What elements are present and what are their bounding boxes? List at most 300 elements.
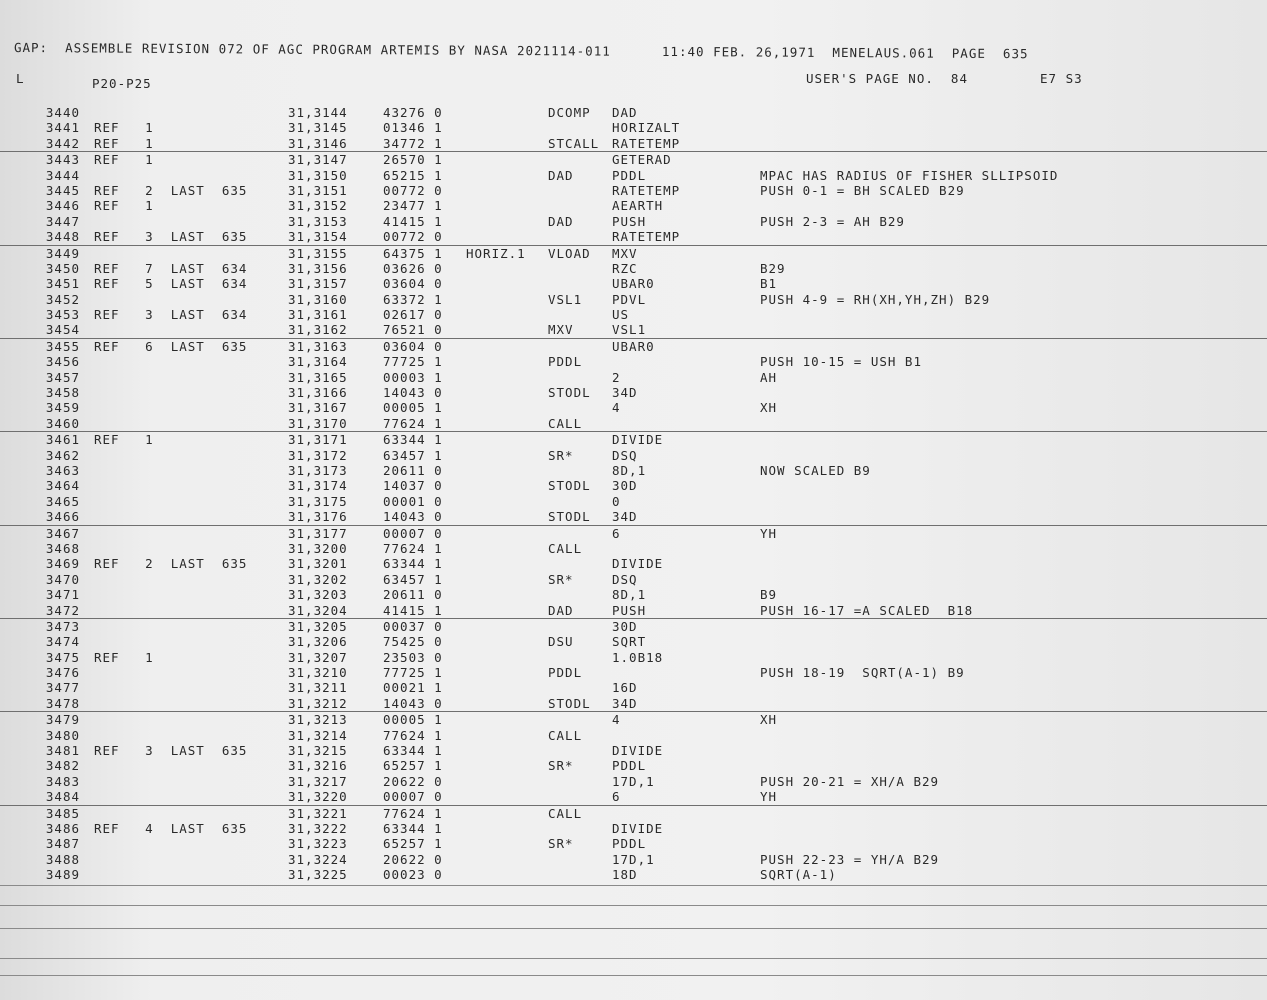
ref-field: REF 1 <box>94 152 154 168</box>
operand: VSL1 <box>612 322 647 338</box>
line-number: 3479 <box>45 712 80 728</box>
opcode: STODL <box>548 509 591 525</box>
operand: 16D <box>612 680 638 696</box>
octal-word: 34772 1 <box>383 135 443 151</box>
listing-row <box>0 805 1267 821</box>
operand: MXV <box>612 245 638 261</box>
line-number: 3447 <box>45 213 80 229</box>
octal-word: 00772 0 <box>383 229 443 245</box>
line-number: 3453 <box>45 307 80 323</box>
listing-row <box>0 261 1267 276</box>
address: 31,3213 <box>288 712 348 728</box>
address: 31,3172 <box>288 447 348 463</box>
line-number: 3467 <box>45 525 80 541</box>
listing-row <box>0 338 1267 354</box>
perforation-rule <box>0 885 1267 886</box>
address: 31,3147 <box>288 152 348 168</box>
perforation-rule <box>0 958 1267 959</box>
opcode: SR* <box>548 447 574 463</box>
ref-field: REF 1 <box>94 120 154 136</box>
address: 31,3222 <box>288 820 348 836</box>
address: 31,3174 <box>288 478 348 494</box>
perforation-rule <box>0 975 1267 976</box>
line-number: 3473 <box>45 618 80 634</box>
listing-rows <box>0 105 1267 883</box>
address: 31,3206 <box>288 634 348 650</box>
octal-word: 63344 1 <box>383 820 443 836</box>
octal-word: 43276 0 <box>383 105 443 120</box>
line-number: 3484 <box>45 789 80 805</box>
address: 31,3146 <box>288 135 348 151</box>
line-number: 3452 <box>45 291 80 307</box>
opcode: VSL1 <box>548 291 583 307</box>
ref-field: REF 1 <box>94 432 154 448</box>
line-number: 3481 <box>45 743 80 759</box>
address: 31,3207 <box>288 649 348 665</box>
comment: PUSH 2-3 = AH B29 <box>760 213 905 229</box>
operand: 0 <box>612 493 621 509</box>
listing-row <box>0 867 1267 882</box>
line-number: 3445 <box>45 182 80 198</box>
octal-word: 20622 0 <box>383 773 443 789</box>
line-number: 3464 <box>45 478 80 494</box>
comment: PUSH 22-23 = YH/A B29 <box>760 851 940 867</box>
line-number: 3446 <box>45 198 80 214</box>
operand: DSQ <box>612 447 638 463</box>
ref-field: REF 4 LAST 635 <box>94 820 248 836</box>
user-page-number: USER'S PAGE NO. 84 <box>806 71 968 86</box>
ref-field: REF 7 LAST 634 <box>94 260 248 276</box>
octal-word: 00037 0 <box>383 618 443 634</box>
address: 31,3204 <box>288 602 348 618</box>
listing-row <box>0 292 1267 307</box>
listing-row <box>0 370 1267 385</box>
label-field: HORIZ.1 <box>466 245 526 261</box>
line-number: 3440 <box>45 105 80 120</box>
ref-field: REF 6 LAST 635 <box>94 338 248 354</box>
octal-word: 03626 0 <box>383 260 443 276</box>
operand: 34D <box>612 385 638 401</box>
octal-word: 03604 0 <box>383 276 443 292</box>
operand: 30D <box>612 618 638 634</box>
operand: 2 <box>612 369 621 385</box>
address: 31,3144 <box>288 105 348 120</box>
ref-field: REF 3 LAST 635 <box>94 743 248 759</box>
operand: HORIZALT <box>612 120 681 136</box>
subheader <box>0 71 1267 91</box>
ref-field: REF 5 LAST 634 <box>94 276 248 292</box>
opcode: CALL <box>548 415 583 431</box>
comment: NOW SCALED B9 <box>760 462 871 478</box>
opcode: CALL <box>548 805 583 821</box>
address: 31,3173 <box>288 462 348 478</box>
operand: 17D,1 <box>612 773 655 789</box>
address: 31,3214 <box>288 727 348 743</box>
octal-word: 77624 1 <box>383 540 443 556</box>
opcode: SR* <box>548 758 574 774</box>
line-number: 3489 <box>45 867 80 883</box>
address: 31,3164 <box>288 354 348 370</box>
octal-word: 20622 0 <box>383 851 443 867</box>
listing-row <box>0 385 1267 400</box>
octal-word: 63344 1 <box>383 743 443 759</box>
operand: UBAR0 <box>612 338 655 354</box>
listing-row <box>0 618 1267 634</box>
octal-word: 02617 0 <box>383 307 443 323</box>
line-number: 3466 <box>45 509 80 525</box>
ref-field: REF 3 LAST 635 <box>94 229 248 245</box>
address: 31,3224 <box>288 851 348 867</box>
address: 31,3220 <box>288 789 348 805</box>
listing-row <box>0 245 1267 261</box>
octal-word: 63457 1 <box>383 571 443 587</box>
opcode: DAD <box>548 213 574 229</box>
listing-row <box>0 634 1267 649</box>
comment: SQRT(A-1) <box>760 867 837 883</box>
address: 31,3200 <box>288 540 348 556</box>
ref-field: REF 2 LAST 635 <box>94 182 248 198</box>
octal-word: 14043 0 <box>383 385 443 401</box>
line-number: 3483 <box>45 773 80 789</box>
operand: 17D,1 <box>612 851 655 867</box>
listing-row <box>0 494 1267 509</box>
listing-row <box>0 789 1267 804</box>
operand: 34D <box>612 509 638 525</box>
opcode: MXV <box>548 322 574 338</box>
octal-word: 20611 0 <box>383 462 443 478</box>
operand: SQRT <box>612 634 647 650</box>
line-number: 3465 <box>45 493 80 509</box>
perforation-rule <box>0 928 1267 929</box>
listing-row <box>0 322 1267 337</box>
octal-word: 65215 1 <box>383 167 443 183</box>
operand: 18D <box>612 867 638 883</box>
listing-row <box>0 120 1267 135</box>
operand: UBAR0 <box>612 276 655 292</box>
ref-field: REF 1 <box>94 649 154 665</box>
line-number: 3469 <box>45 556 80 572</box>
operand: PDDL <box>612 758 647 774</box>
listing-row <box>0 758 1267 773</box>
opcode: CALL <box>548 540 583 556</box>
operand: RATETEMP <box>612 229 681 245</box>
opcode: STCALL <box>548 135 600 151</box>
octal-word: 14037 0 <box>383 478 443 494</box>
line-number: 3463 <box>45 462 80 478</box>
operand: 30D <box>612 478 638 494</box>
octal-word: 00005 1 <box>383 712 443 728</box>
listing-row <box>0 836 1267 851</box>
line-number: 3451 <box>45 276 80 292</box>
operand: 6 <box>612 789 621 805</box>
address: 31,3163 <box>288 338 348 354</box>
opcode: PDDL <box>548 665 583 681</box>
octal-word: 14043 0 <box>383 695 443 711</box>
opcode: VLOAD <box>548 245 591 261</box>
comment: YH <box>760 525 778 541</box>
line-number: 3478 <box>45 695 80 711</box>
listing-row <box>0 680 1267 695</box>
operand: AEARTH <box>612 198 664 214</box>
line-number: 3485 <box>45 805 80 821</box>
line-number: 3486 <box>45 820 80 836</box>
line-number: 3480 <box>45 727 80 743</box>
line-number: 3474 <box>45 634 80 650</box>
address: 31,3201 <box>288 556 348 572</box>
address: 31,3221 <box>288 805 348 821</box>
comment: B9 <box>760 587 778 603</box>
comment: PUSH 16-17 =A SCALED B18 <box>760 602 974 618</box>
opcode: SR* <box>548 836 574 852</box>
operand: 8D,1 <box>612 587 647 603</box>
line-number: 3449 <box>45 245 80 261</box>
octal-word: 64375 1 <box>383 245 443 261</box>
ref-field: REF 3 LAST 634 <box>94 307 248 323</box>
listing-row <box>0 478 1267 493</box>
octal-word: 76521 0 <box>383 322 443 338</box>
listing-row <box>0 214 1267 229</box>
opcode: STODL <box>548 478 591 494</box>
operand: DSQ <box>612 571 638 587</box>
line-number: 3487 <box>45 836 80 852</box>
address: 31,3157 <box>288 276 348 292</box>
comment: PUSH 4-9 = RH(XH,YH,ZH) B29 <box>760 291 991 307</box>
opcode: DSU <box>548 634 574 650</box>
octal-word: 03604 0 <box>383 338 443 354</box>
octal-word: 00001 0 <box>383 493 443 509</box>
operand: 6 <box>612 525 621 541</box>
octal-word: 23503 0 <box>383 649 443 665</box>
line-number: 3442 <box>45 135 80 151</box>
comment: B1 <box>760 276 778 292</box>
comment: AH <box>760 369 778 385</box>
listing-row <box>0 665 1267 680</box>
operand: 1.0B18 <box>612 649 664 665</box>
listing-row <box>0 354 1267 369</box>
address: 31,3155 <box>288 245 348 261</box>
listing-row <box>0 463 1267 478</box>
opcode: CALL <box>548 727 583 743</box>
line-number: 3475 <box>45 649 80 665</box>
octal-word: 20611 0 <box>383 587 443 603</box>
line-number: 3457 <box>45 369 80 385</box>
comment: PUSH 18-19 SQRT(A-1) B9 <box>760 665 965 681</box>
listing-row <box>0 728 1267 743</box>
ref-field: REF 2 LAST 635 <box>94 556 248 572</box>
octal-word: 63457 1 <box>383 447 443 463</box>
octal-word: 63372 1 <box>383 291 443 307</box>
line-number: 3482 <box>45 758 80 774</box>
octal-word: 23477 1 <box>383 198 443 214</box>
line-number: 3448 <box>45 229 80 245</box>
page-header: GAP: ASSEMBLE REVISION 072 OF AGC PROGRAM ARTEMIS BY NASA 2021114-011 11:40 FEB. 26,1971 MENELAUS.061 PAGE 635 <box>13 40 1029 62</box>
address: 31,3211 <box>288 680 348 696</box>
page-code: E7 S3 <box>1040 71 1083 86</box>
opcode: DAD <box>548 167 574 183</box>
address: 31,3210 <box>288 665 348 681</box>
address: 31,3165 <box>288 369 348 385</box>
operand: GETERAD <box>612 152 672 168</box>
listing-row <box>0 229 1267 244</box>
opcode: DAD <box>548 602 574 618</box>
address: 31,3212 <box>288 695 348 711</box>
listing-row <box>0 743 1267 758</box>
listing-row <box>0 711 1267 727</box>
operand: 4 <box>612 400 621 416</box>
octal-word: 00772 0 <box>383 182 443 198</box>
address: 31,3152 <box>288 198 348 214</box>
operand: PDDL <box>612 836 647 852</box>
line-number: 3476 <box>45 665 80 681</box>
operand: DIVIDE <box>612 556 664 572</box>
comment: MPAC HAS RADIUS OF FISHER SLLIPSOID <box>760 167 1059 183</box>
column-marker: L <box>16 71 25 86</box>
operand: DIVIDE <box>612 820 664 836</box>
address: 31,3166 <box>288 385 348 401</box>
address: 31,3170 <box>288 415 348 431</box>
line-number: 3470 <box>45 571 80 587</box>
address: 31,3205 <box>288 618 348 634</box>
listing-row <box>0 852 1267 867</box>
listing-row <box>0 821 1267 836</box>
address: 31,3215 <box>288 743 348 759</box>
address: 31,3150 <box>288 167 348 183</box>
listing-row <box>0 541 1267 556</box>
listing-row <box>0 105 1267 120</box>
listing-row <box>0 448 1267 463</box>
listing-row <box>0 307 1267 322</box>
address: 31,3175 <box>288 493 348 509</box>
octal-word: 41415 1 <box>383 213 443 229</box>
opcode: STODL <box>548 385 591 401</box>
listing-row <box>0 572 1267 587</box>
operand: RATETEMP <box>612 182 681 198</box>
line-number: 3458 <box>45 385 80 401</box>
octal-word: 77624 1 <box>383 805 443 821</box>
comment: XH <box>760 712 778 728</box>
address: 31,3153 <box>288 213 348 229</box>
address: 31,3217 <box>288 773 348 789</box>
octal-word: 63344 1 <box>383 432 443 448</box>
octal-word: 77624 1 <box>383 727 443 743</box>
address: 31,3223 <box>288 836 348 852</box>
line-number: 3477 <box>45 680 80 696</box>
operand: DIVIDE <box>612 432 664 448</box>
address: 31,3177 <box>288 525 348 541</box>
opcode: SR* <box>548 571 574 587</box>
operand: RZC <box>612 260 638 276</box>
operand: DAD <box>612 105 638 120</box>
address: 31,3160 <box>288 291 348 307</box>
address: 31,3203 <box>288 587 348 603</box>
address: 31,3171 <box>288 432 348 448</box>
octal-word: 00023 0 <box>383 867 443 883</box>
address: 31,3154 <box>288 229 348 245</box>
octal-word: 41415 1 <box>383 602 443 618</box>
listing-row <box>0 650 1267 665</box>
listing-row <box>0 556 1267 571</box>
line-number: 3472 <box>45 602 80 618</box>
section-title: P20-P25 <box>92 76 152 91</box>
operand: 4 <box>612 712 621 728</box>
octal-word: 00007 0 <box>383 525 443 541</box>
ref-field: REF 1 <box>94 198 154 214</box>
line-number: 3471 <box>45 587 80 603</box>
listing-row <box>0 198 1267 213</box>
line-number: 3459 <box>45 400 80 416</box>
line-number: 3454 <box>45 322 80 338</box>
listing-row <box>0 587 1267 602</box>
comment: PUSH 20-21 = XH/A B29 <box>760 773 940 789</box>
comment: PUSH 0-1 = BH SCALED B29 <box>760 182 965 198</box>
octal-word: 65257 1 <box>383 758 443 774</box>
comment: PUSH 10-15 = USH B1 <box>760 354 922 370</box>
operand: PUSH <box>612 602 647 618</box>
listing-row <box>0 509 1267 524</box>
listing-row <box>0 774 1267 789</box>
listing-row <box>0 151 1267 167</box>
address: 31,3151 <box>288 182 348 198</box>
line-number: 3456 <box>45 354 80 370</box>
listing-row <box>0 168 1267 183</box>
octal-word: 00003 1 <box>383 369 443 385</box>
octal-word: 26570 1 <box>383 152 443 168</box>
octal-word: 01346 1 <box>383 120 443 136</box>
address: 31,3162 <box>288 322 348 338</box>
opcode: STODL <box>548 695 591 711</box>
operand: US <box>612 307 630 323</box>
octal-word: 00007 0 <box>383 789 443 805</box>
line-number: 3460 <box>45 415 80 431</box>
line-number: 3450 <box>45 260 80 276</box>
address: 31,3202 <box>288 571 348 587</box>
operand: DIVIDE <box>612 743 664 759</box>
operand: PDDL <box>612 167 647 183</box>
line-number: 3488 <box>45 851 80 867</box>
line-number: 3468 <box>45 540 80 556</box>
address: 31,3156 <box>288 260 348 276</box>
operand: 8D,1 <box>612 462 647 478</box>
address: 31,3216 <box>288 758 348 774</box>
comment: YH <box>760 789 778 805</box>
octal-word: 63344 1 <box>383 556 443 572</box>
line-number: 3443 <box>45 152 80 168</box>
octal-word: 00021 1 <box>383 680 443 696</box>
perforation-rule <box>0 905 1267 906</box>
address: 31,3225 <box>288 867 348 883</box>
operand: PUSH <box>612 213 647 229</box>
ref-field: REF 1 <box>94 135 154 151</box>
listing-row <box>0 400 1267 415</box>
octal-word: 14043 0 <box>383 509 443 525</box>
operand: 34D <box>612 695 638 711</box>
operand: RATETEMP <box>612 135 681 151</box>
line-number: 3455 <box>45 338 80 354</box>
listing-row <box>0 183 1267 198</box>
opcode: PDDL <box>548 354 583 370</box>
octal-word: 77624 1 <box>383 415 443 431</box>
listing-row <box>0 431 1267 447</box>
line-number: 3441 <box>45 120 80 136</box>
listing-row <box>0 276 1267 291</box>
octal-word: 75425 0 <box>383 634 443 650</box>
listing-row <box>0 525 1267 541</box>
comment: B29 <box>760 260 786 276</box>
line-number: 3462 <box>45 447 80 463</box>
listing-row <box>0 416 1267 431</box>
octal-word: 00005 1 <box>383 400 443 416</box>
operand: PDVL <box>612 291 647 307</box>
